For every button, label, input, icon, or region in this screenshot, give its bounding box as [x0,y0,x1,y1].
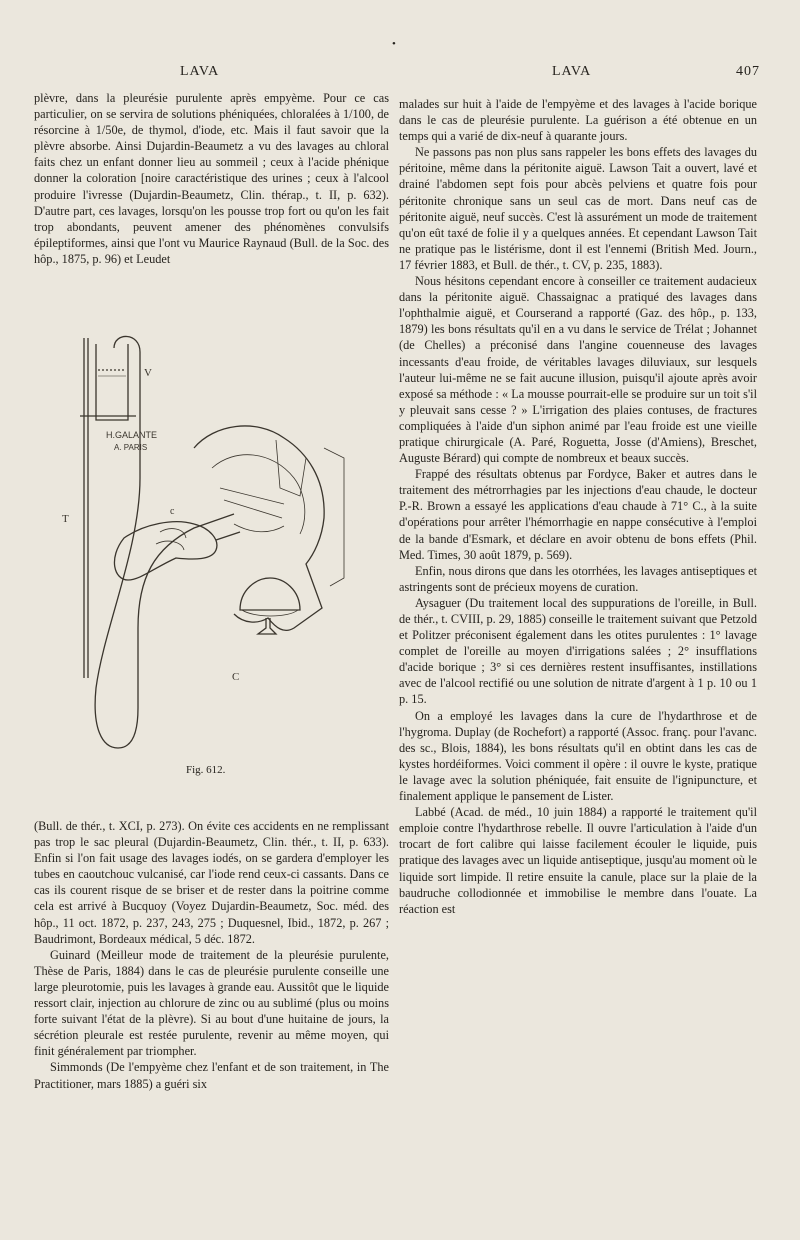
paragraph: Frappé des résultats obtenus par Fordyce, Baker et autres dans le traitement des métrorrhagies par les injections d'eau chaude, le docteur P.-R. Brown a essayé les applications d'eau chaude à 71° C., à la suite d'opérations pour arrêter l'hémorrhagie en nappe consécutive à l'emploi de la bande d'Esmark, et déclare en avoir obtenu de bons effets (Phil. Med. Times, 30 août 1879, p. 569). [399,467,757,562]
figure-engraving [44,328,384,768]
siphon-tube [114,336,140,478]
paragraph: Ne passons pas non plus sans rappeler les bons effets des lavages du péritoine, même dans la péritonite aiguë. Lawson Tait a ouvert, lavé et drainé l'abdomen sept fois pour abcès pelviens et quatre fois pour péritonite chronique sans un seul cas de mort. Dans neuf cas de péritonite aiguë, neuf succès. C'est là assurément un mode de traitement qu'on eût taxé de folie il y a quelques années. Et cependant Lawson Tait ne pratique pas le listérisme, dont il est l'ennemi (British Med. Journ., 17 février 1883, et Bull. de thér., t. CV, p. 235, 1883). [399,145,757,272]
paragraph: Aysaguer (Du traitement local des suppurations de l'oreille, in Bull. de thér., t. CVIII, p. 29, 1885) conseille le traitement suivant que Petzold et Politzer préconisent également dans les otites purulentes : 1° lavage complet de l'oreille au moyen d'irrigations salées ; 2° insufflations d'acide borique ; 3° si ces dernières restent insuffisantes, instillations avec de l'alcool rectifié ou une solution de nitrate d'argent à 1 p. 10 ou 1 p. 15. [399,595,757,707]
nozzle [216,532,240,540]
paragraph: malades sur huit à l'aide de l'empyème et des lavages à l'acide borique dans le cas de pleurésie purulente. La guérison a été obtenue en un temps qui a varié de dix-neuf à quarante jours. [399,97,757,144]
paragraph: Simmonds (De l'empyème chez l'enfant et de son traitement, in The Practitioner, mars 1885) a guéri six [34,1060,389,1091]
figure-caption: Fig. 612. [186,764,226,776]
paragraph: Guinard (Meilleur mode de traitement de la pleurésie purulente, Thèse de Paris, 1884) dans le cas de pleurésie purulente conseille une large pleurotomie, puis les lavages à grande eau. Aussitôt que le liquide ressort clair, injection au chlorure de zinc ou au sublimé (plus ou moins forte suivant l'état de la plèvre). Si au bout d'une huitaine de jours, la sécrétion pleurale est restée purulente, revenir au même moyen, qui finit généralement par triompher. [34,947,389,1059]
figure-label-v: V [144,367,152,379]
running-header-left: LAVA [180,64,220,79]
figure-label-c-small: c [170,506,175,517]
running-header-right: LAVA [552,64,592,79]
paragraph: Enfin, nous dirons que dans les otorrhées, les lavages antiseptiques et astringents sont de précieux moyens de curation. [399,563,757,594]
paragraph: Labbé (Acad. de méd., 10 juin 1884) a rapporté le traitement qu'il emploie contre l'hydarthrose rebelle. Il ouvre l'articulation à l'aide d'un trocart de fort calibre qui laisse facilement écouler le liquide, puis pratique des lavages avec un liquide antiseptique, jusqu'au moment où le liquide sort limpide. Il retire ensuite la canule, place sur la plaie de la baudruche collodionnée et immobilise le membre dans l'ouate. La réaction est [399,805,757,916]
figure-label-t: T [62,513,69,525]
figure-label-c: C [232,671,240,683]
paragraph: Nous hésitons cependant encore à conseiller ce traitement audacieux dans la péritonite aiguë. Chassaignac a pratiqué des lavages dans l'ophthalmie aiguë, et Courserand a rapporté (Gaz. des hôp., p. 133, 1879) les bons résultats qu'il en a vu dans le service de Trélat ; Johannet (de Chelles) a préconisé dans l'angine couenneuse des lavages incessants d'eau froide, de véritables lavages diluviaux, sur lesquels l'auteur lui-même ne se fait aucune illusion, puisqu'il ajoute après avoir exposé sa méthode : « La mousse pourrait-elle se produire sur un toit s'il y pleuvait sans cesse ? » L'irrigation des plaies contuses, de fractures compliquées à l'aide d'un siphon animé par l'eau froide est une vieille pratique chirurgicale (A. Paré, Roguetta, Josse (d'Amiens), Breschet, Auguste Bérard) qui compte de nombreux et beaux succès. [399,274,757,466]
head-profile [194,426,324,630]
right-column [399,96,757,917]
engraver-signature-line2: A. PARIS [114,443,148,452]
paragraph: plèvre, dans la pleurésie purulente après empyème. Pour ce cas particulier, on se servira de solutions phéniquées, chloralées à 1/100, de résorcine à 1/50e, de thymol, d'iode, etc. Mais il faut savoir que la plèvre absorbe. Ainsi Dujardin-Beaumetz a vu des lavages au chloral faits chez un enfant donner lieu au sommeil ; ceux à l'acide phénique donner la coloration [noire caractéristique des urines ; ceux à l'alcool produire l'ivresse (Dujardin-Beaumetz, Clin. thérap., t. II, p. 632). D'autre part, ces lavages, lorsqu'on les pousse trop fort ou qu'on les fait trop abondants, peuvent amener des phénomènes convulsifs épileptiformes, ainsi que l'ont vu Maurice Raynaud (Bull. de la Soc. des hôp., 1875, p. 96) et Leudet [34,91,389,266]
left-column-top [34,90,389,267]
page-number: 407 [736,64,760,79]
reservoir-vessel [96,344,128,420]
paragraph: On a employé les lavages dans la cure de l'hydarthrose et de l'hygroma. Duplay (de Rochefort) a rapporté (Assoc. franç. pour l'avanc. des sc., Blois, 1884), les bons résultats qu'il en obtint dans les cas de kystes hordéiformes. Voici comment il opère : il ouvre le kyste, pratique le lavage avec la solution phéniquée, fait ensuite de l'ignipuncture, et finalement applique le pansement de Lister. [399,708,757,804]
collecting-bowl [240,578,300,610]
printer-mark: • [392,38,396,50]
siphon-illustration [44,328,384,768]
engraver-signature-line1: H.GALANTE [106,430,158,440]
left-column-bottom [34,818,389,1092]
paragraph: (Bull. de thér., t. XCI, p. 273). On évite ces accidents en ne remplissant pas trop le sac pleural (Dujardin-Beaumetz, Clin. thér., t. II, p. 633). Enfin si l'on fait usage des lavages iodés, on se gardera d'employer les tubes en caoutchouc vulcanisé, car l'iode rend ceux-ci cassants. Dans ce cas ils courent risque de se briser et de rester dans la poitrine comme cela est arrivé à Bucquoy (Voyez Dujardin-Beaumetz, Soc. méd. des hôp., 11 oct. 1872, p. 237, 243, 275 ; Duquesnel, Ibid., 1872, p. 267 ; Baudrimont, Bordeaux médical, 5 déc. 1872. [34,819,389,946]
